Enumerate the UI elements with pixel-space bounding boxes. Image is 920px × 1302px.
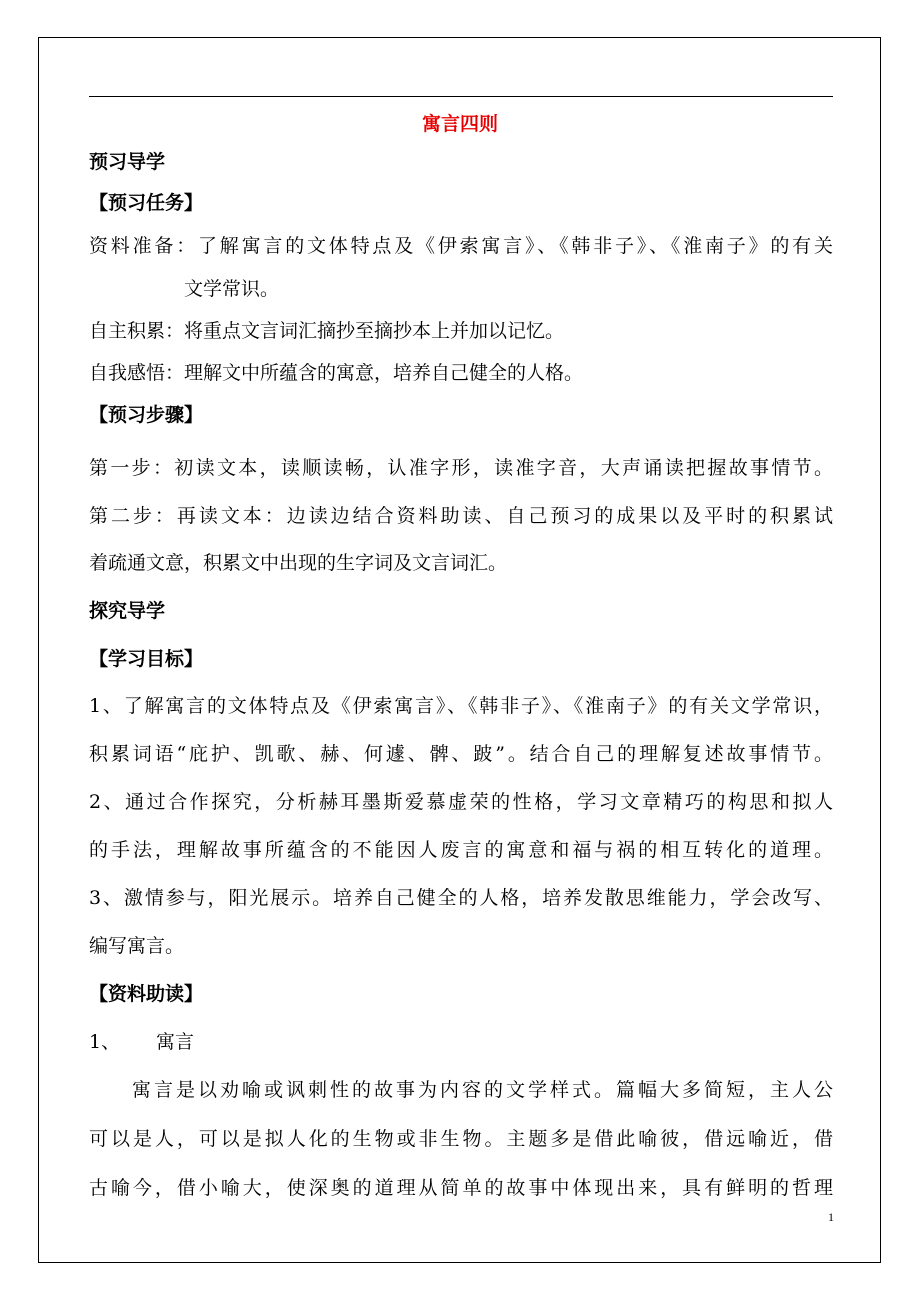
subheading-reading: 【资料助读】	[89, 983, 204, 1005]
step-2-line1: 第二步：再读文本：边读边结合资料助读、自己预习的成果以及平时的积累试	[89, 505, 833, 527]
subheading-tasks: 【预习任务】	[89, 192, 204, 214]
reading-item-number: 1、	[89, 1031, 121, 1053]
task-materials-line1: 资料准备：了解寓言的文体特点及《伊索寓言》、《韩非子》、《淮南子》的有关	[89, 235, 833, 257]
goal-3-line2: 编写寓言。	[89, 935, 185, 957]
paragraph-line2: 可以是人，可以是拟人化的生物或非生物。主题多是借此喻彼，借远喻近，借	[89, 1128, 833, 1150]
goal-2-line2: 的手法，理解故事所蕴含的不能因人废言的寓意和福与祸的相互转化的道理。	[89, 839, 833, 861]
task-accumulate: 自主积累：将重点文言词汇摘抄至摘抄本上并加以记忆。	[89, 320, 565, 342]
section-heading-preview: 预习导学	[89, 151, 166, 173]
header-rule	[89, 96, 833, 97]
subheading-steps: 【预习步骤】	[89, 404, 204, 426]
paragraph-line1: 寓言是以劝喻或讽刺性的故事为内容的文学样式。篇幅大多简短，主人公	[132, 1079, 833, 1101]
goal-1-line1: 1、了解寓言的文体特点及《伊索寓言》、《韩非子》、《淮南子》的有关文学常识，	[89, 695, 833, 717]
step-2-line2: 着疏通文意，积累文中出现的生字词及文言词汇。	[89, 552, 508, 574]
task-reflect: 自我感悟：理解文中所蕴含的寓意，培养自己健全的人格。	[89, 362, 584, 384]
page-number: 1	[828, 1210, 834, 1224]
task-materials-line2: 文学常识。	[184, 278, 280, 300]
subheading-goals: 【学习目标】	[89, 648, 204, 670]
section-heading-explore: 探究导学	[89, 600, 166, 622]
goal-2-line1: 2、通过合作探究，分析赫耳墨斯爱慕虚荣的性格，学习文章精巧的构思和拟人	[89, 791, 833, 813]
goal-3-line1: 3、激情参与，阳光展示。培养自己健全的人格，培养发散思维能力，学会改写、	[89, 887, 833, 909]
goal-1-line2: 积累词语“庇护、凯歌、赫、何遽、髀、跛”。结合自己的理解复述故事情节。	[89, 743, 833, 765]
reading-item-title: 寓言	[156, 1031, 195, 1053]
step-1: 第一步：初读文本，读顺读畅，认准字形，读准字音，大声诵读把握故事情节。	[89, 457, 833, 479]
document-title: 寓言四则	[421, 113, 498, 135]
paragraph-line3: 古喻今，借小喻大，使深奥的道理从简单的故事中体现出来，具有鲜明的哲理	[89, 1177, 833, 1199]
